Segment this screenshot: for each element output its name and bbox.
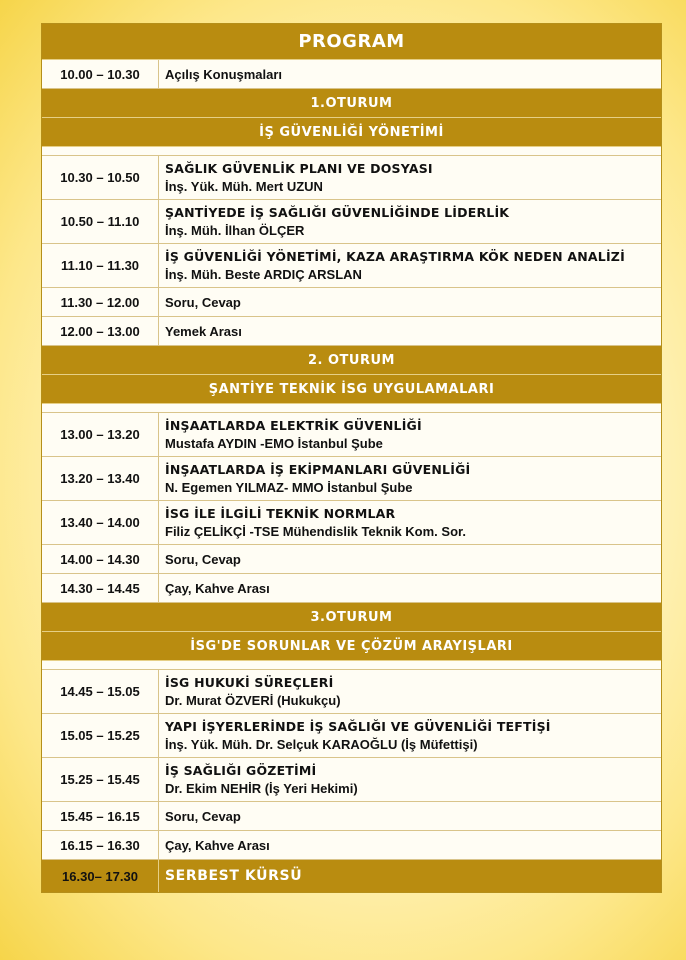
talk-cell (159, 758, 661, 801)
time-cell: 13.20 – 13.40 (42, 457, 159, 500)
table-row (42, 413, 661, 457)
time-cell: 14.30 – 14.45 (42, 574, 159, 602)
session-2-theme: ŞANTİYE TEKNİK İSG UYGULAMALARI (42, 375, 661, 404)
talk-title: İNŞAATLARDA İŞ EKİPMANLARI GÜVENLİĞİ (165, 461, 471, 477)
talk-title: İŞ SAĞLIĞI GÖZETİMİ (165, 762, 317, 778)
talk-cell (159, 501, 661, 544)
label-cell (159, 317, 661, 345)
session-1-name: 1.OTURUM (42, 89, 661, 118)
label-cell (159, 831, 661, 859)
table-row (42, 200, 661, 244)
time-cell: 10.30 – 10.50 (42, 156, 159, 199)
talk-cell (159, 156, 661, 199)
table-row (42, 574, 661, 603)
break-label: Soru, Cevap (165, 551, 241, 567)
table-row (42, 501, 661, 545)
time-cell: 11.30 – 12.00 (42, 288, 159, 316)
spacer-row (42, 404, 661, 413)
time-cell: 14.00 – 14.30 (42, 545, 159, 573)
talk-speaker: Mustafa AYDIN -EMO İstanbul Şube (165, 435, 383, 451)
table-row (42, 317, 661, 346)
table-row (42, 758, 661, 802)
label-cell (159, 288, 661, 316)
program-table (41, 23, 662, 893)
time-cell: 10.50 – 11.10 (42, 200, 159, 243)
table-row (42, 545, 661, 574)
talk-title: İŞ GÜVENLİĞİ YÖNETİMİ, KAZA ARAŞTIRMA KÖK NEDEN ANALİZİ (165, 248, 625, 264)
closing-label: SERBEST KÜRSÜ (165, 868, 303, 884)
talk-speaker: Filiz ÇELİKÇİ -TSE Mühendislik Teknik Kom. Sor. (165, 523, 466, 539)
closing-row (42, 860, 661, 892)
closing-time: 16.30– 17.30 (42, 860, 159, 892)
table-row (42, 670, 661, 714)
talk-title: İSG HUKUKİ SÜREÇLERİ (165, 674, 334, 690)
break-label: Soru, Cevap (165, 294, 241, 310)
program-title: PROGRAM (42, 24, 661, 60)
label-cell (159, 802, 661, 830)
label-cell (159, 574, 661, 602)
talk-cell (159, 670, 661, 713)
time-cell: 16.15 – 16.30 (42, 831, 159, 859)
talk-speaker: Dr. Murat ÖZVERİ (Hukukçu) (165, 692, 341, 708)
closing-cell (159, 860, 661, 892)
talk-speaker: Dr. Ekim NEHİR (İş Yeri Hekimi) (165, 780, 358, 796)
session-2-name: 2. OTURUM (42, 346, 661, 375)
break-label: Soru, Cevap (165, 808, 241, 824)
break-label: Çay, Kahve Arası (165, 580, 270, 596)
time-cell: 13.00 – 13.20 (42, 413, 159, 456)
talk-speaker: İnş. Yük. Müh. Mert UZUN (165, 178, 323, 194)
opening-cell (159, 60, 661, 88)
time-cell: 14.45 – 15.05 (42, 670, 159, 713)
time-cell: 12.00 – 13.00 (42, 317, 159, 345)
talk-speaker: N. Egemen YILMAZ- MMO İstanbul Şube (165, 479, 413, 495)
talk-cell (159, 413, 661, 456)
opening-time: 10.00 – 10.30 (42, 60, 159, 88)
label-cell (159, 545, 661, 573)
break-label: Yemek Arası (165, 323, 242, 339)
break-label: Çay, Kahve Arası (165, 837, 270, 853)
talk-cell (159, 200, 661, 243)
talk-speaker: İnş. Müh. Beste ARDIÇ ARSLAN (165, 266, 362, 282)
talk-cell (159, 714, 661, 757)
talk-speaker: İnş. Müh. İlhan ÖLÇER (165, 222, 305, 238)
table-row (42, 802, 661, 831)
talk-cell (159, 457, 661, 500)
talk-title: İSG İLE İLGİLİ TEKNİK NORMLAR (165, 505, 396, 521)
talk-title: SAĞLIK GÜVENLİK PLANI VE DOSYASI (165, 160, 433, 176)
table-row (42, 156, 661, 200)
talk-speaker: İnş. Yük. Müh. Dr. Selçuk KARAOĞLU (İş Müfettişi) (165, 736, 478, 752)
spacer-row (42, 147, 661, 156)
session-3-name: 3.OTURUM (42, 603, 661, 632)
opening-row (42, 60, 661, 89)
session-1-theme: İŞ GÜVENLİĞİ YÖNETİMİ (42, 118, 661, 147)
time-cell: 15.25 – 15.45 (42, 758, 159, 801)
talk-cell (159, 244, 661, 287)
talk-title: YAPI İŞYERLERİNDE İŞ SAĞLIĞI VE GÜVENLİĞİ TEFTİŞİ (165, 718, 551, 734)
table-row (42, 244, 661, 288)
time-cell: 15.05 – 15.25 (42, 714, 159, 757)
time-cell: 15.45 – 16.15 (42, 802, 159, 830)
session-3-theme: İSG'DE SORUNLAR VE ÇÖZÜM ARAYIŞLARI (42, 632, 661, 661)
time-cell: 13.40 – 14.00 (42, 501, 159, 544)
spacer-row (42, 661, 661, 670)
table-row (42, 831, 661, 860)
opening-label: Açılış Konuşmaları (165, 66, 283, 82)
time-cell: 11.10 – 11.30 (42, 244, 159, 287)
table-row (42, 457, 661, 501)
table-row (42, 288, 661, 317)
talk-title: ŞANTİYEDE İŞ SAĞLIĞI GÜVENLİĞİNDE LİDERLİK (165, 204, 510, 220)
table-row (42, 714, 661, 758)
talk-title: İNŞAATLARDA ELEKTRİK GÜVENLİĞİ (165, 417, 422, 433)
